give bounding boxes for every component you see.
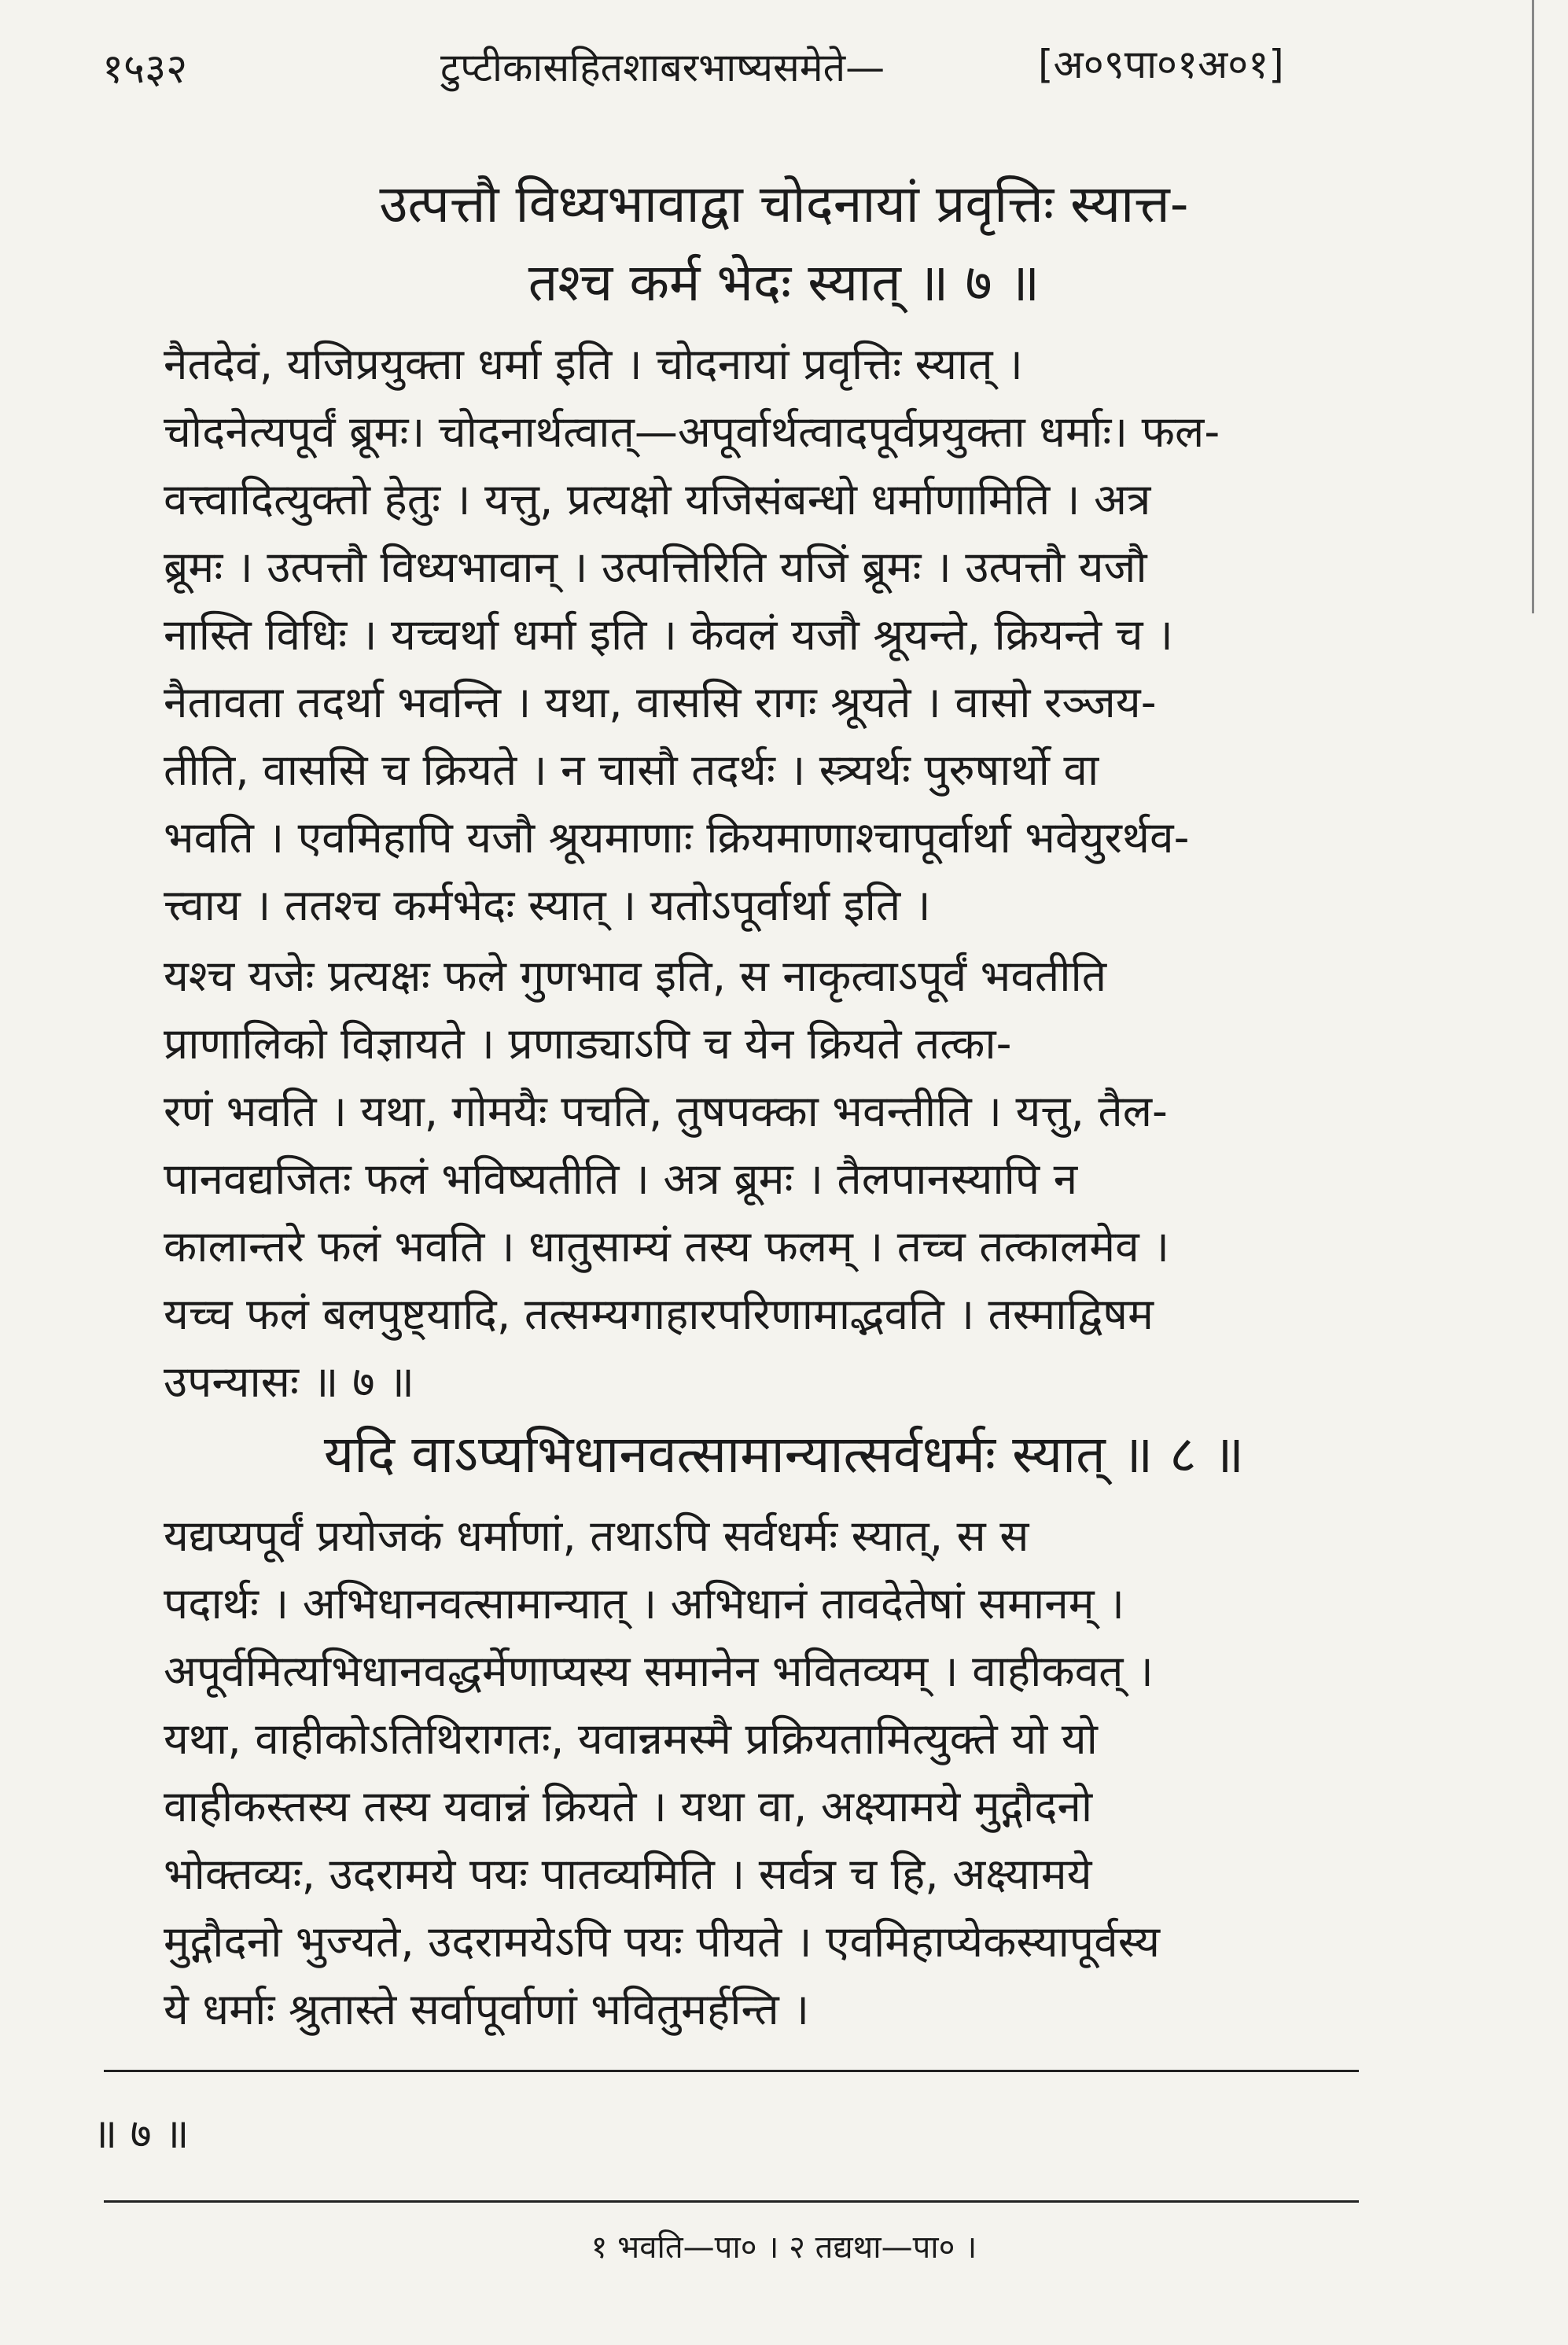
- section-reference: [अ०९पा०१अ०१]: [1038, 42, 1284, 87]
- page-number: १५३२: [102, 46, 188, 93]
- text-line: त्त्वाय । ततश्च कर्मभेदः स्यात् । यतोऽपूर्वार्था इति ।: [164, 880, 931, 930]
- text-line: कालान्तरे फलं भवति । धातुसाम्यं तस्य फलम् । तच्च तत्कालमेव ।: [164, 1221, 1170, 1272]
- text-line: उपन्यासः ॥ ७ ॥: [164, 1357, 414, 1407]
- commentary-paragraph-3: [164, 1502, 1359, 2043]
- text-line: वाहीकस्तस्य तस्य यवान्नं क्रियते । यथा वा, अक्ष्यामये मुद्गौदनो: [164, 1781, 1093, 1831]
- text-line: पानवद्यजितः फलं भविष्यतीति । अत्र ब्रूमः । तैलपानस्यापि न: [164, 1154, 1078, 1204]
- text-line: यथा, वाहीकोऽतिथिरागतः, यवान्नमस्मै प्रक्रियतामित्युक्ते यो यो: [164, 1714, 1098, 1764]
- text-line: यच्च फलं बलपुष्ट्यादि, तत्सम्यगाहारपरिणामाद्भवति । तस्माद्विषम: [164, 1289, 1154, 1339]
- text-line: नैतदेवं, यजिप्रयुक्ता धर्मा इति । चोदनायां प्रवृत्तिः स्यात् ।: [164, 339, 1023, 389]
- footnotes: १ भवति—पा० । २ तद्यथा—पा० ।: [591, 2229, 977, 2266]
- text-line: वत्त्वादित्युक्तो हेतुः । यत्तु, प्रत्यक्षो यजिसंबन्धो धर्माणामिति । अत्र: [164, 474, 1151, 525]
- sutra-7-line-2: तश्च कर्म भेदः स्यात् ॥ ७ ॥: [528, 252, 1040, 313]
- scan-edge-line: [1532, 0, 1534, 613]
- verse-note: ॥ ७ ॥: [93, 2111, 190, 2158]
- text-line: नैतावता तदर्था भवन्ति । यथा, वाससि रागः श्रूयते । वासो रञ्जय-: [164, 677, 1157, 727]
- text-line: अपूर्वमित्यभिधानवद्धर्मेणाप्यस्य समानेन भवितव्यम् । वाहीकवत् ।: [164, 1646, 1154, 1696]
- text-line: नास्ति विधिः । यच्चर्था धर्मा इति । केवलं यजौ श्रूयन्ते, क्रियन्ते च ।: [164, 609, 1173, 660]
- text-line: प्राणालिको विज्ञायते । प्रणाड्याऽपि च येन क्रियते तत्का-: [164, 1018, 1012, 1069]
- text-line: भोक्तव्यः, उदरामये पयः पातव्यमिति । सर्वत्र च हि, अक्ष्यामये: [164, 1849, 1092, 1899]
- text-line: चोदनेत्यपूर्वं ब्रूमः। चोदनार्थत्वात्—अपूर्वार्थत्वादपूर्वप्रयुक्ता धर्माः। फल-: [164, 407, 1220, 457]
- text-line: भवति । एवमिहापि यजौ श्रूयमाणाः क्रियमाणाश्चापूर्वार्था भवेयुरर्थव-: [164, 812, 1190, 863]
- text-line: पदार्थः । अभिधानवत्सामान्यात् । अभिधानं तावदेतेषां समानम् ।: [164, 1578, 1124, 1629]
- text-line: ये धर्माः श्रुतास्ते सर्वापूर्वाणां भवितुमर्हन्ति ।: [164, 1984, 810, 2034]
- text-line: मुद्गौदनो भुज्यते, उदरामयेऽपि पयः पीयते । एवमिहाप्येकस्यापूर्वस्य: [164, 1916, 1160, 1967]
- page-header: [0, 31, 1568, 118]
- commentary-paragraph-2: [164, 942, 1359, 1415]
- sutra-8: यदि वाऽप्यभिधानवत्सामान्यात्सर्वधर्मः स्यात् ॥ ८ ॥: [323, 1424, 1245, 1485]
- commentary-paragraph-1: [164, 330, 1359, 939]
- text-line: ब्रूमः । उत्पत्तौ विध्यभावान् । उत्पत्तिरिति यजिं ब्रूमः । उत्पत्तौ यजौ: [164, 542, 1147, 592]
- text-line: रणं भवति । यथा, गोमयैः पचति, तुषपक्का भवन्तीति । यत्तु, तैल-: [164, 1086, 1168, 1136]
- divider-rule: [104, 2070, 1359, 2072]
- sutra-7-line-1: उत्पत्तौ विध्यभावाद्वा चोदनायां प्रवृत्तिः स्यात्त-: [379, 174, 1189, 234]
- text-line: यश्च यजेः प्रत्यक्षः फले गुणभाव इति, स नाकृत्वाऽपूर्वं भवतीति: [164, 951, 1107, 1001]
- text-line: तीति, वाससि च क्रियते । न चासौ तदर्थः । स्त्र्यर्थः पुरुषार्थो वा: [164, 745, 1099, 795]
- divider-rule: [104, 2200, 1359, 2203]
- text-line: यद्यप्यपूर्वं प्रयोजकं धर्माणां, तथाऽपि सर्वधर्मः स्यात्, स स: [164, 1511, 1029, 1561]
- running-title: टुप्टीकासहितशाबरभाष्यसमेते—: [440, 45, 885, 90]
